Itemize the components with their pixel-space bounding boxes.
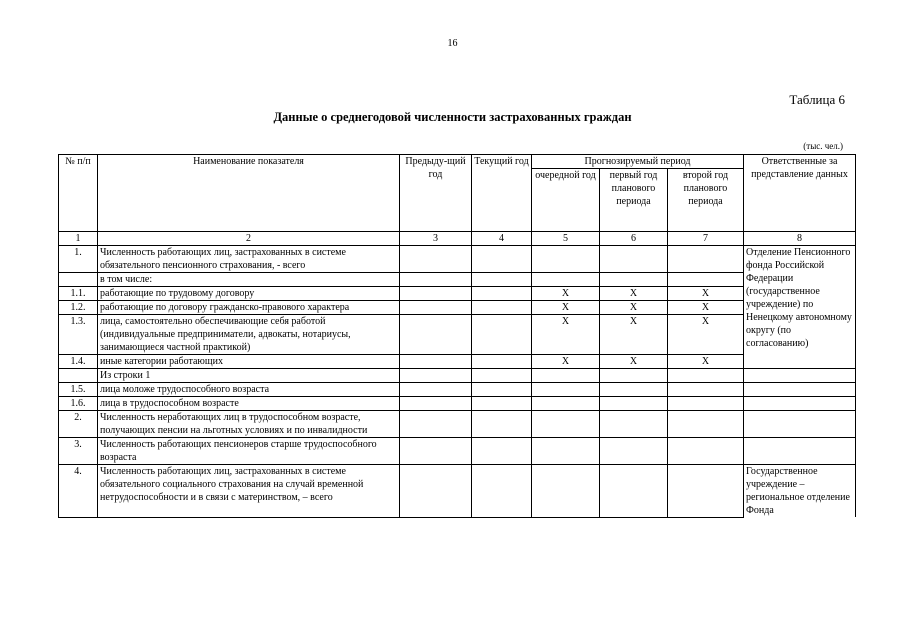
row-number: 1.2. [59,301,98,315]
value-cell [472,287,532,301]
value-cell [472,246,532,273]
row-number: 1.4. [59,355,98,369]
value-cell [472,383,532,397]
row-number: 1. [59,246,98,273]
value-cell [532,369,600,383]
row-indicator-name: Численность работающих лиц, застрахованных в системе обязательного пенсионного страхования, - всего [98,246,400,273]
responsible-organization: Отделение Пенсионного фонда Российской Федерации (государственное учреждение) по Ненецкому автономному округу (по согласованию) [744,246,856,369]
header-forecast-period: Прогнозируемый период [532,155,744,169]
header-previous-year: Предыду-щий год [400,155,472,232]
value-cell [400,287,472,301]
value-cell [400,465,472,518]
row-indicator-name: Численность неработающих лиц в трудоспособном возрасте, получающих пенсии на льготных условиях и по инвалидности [98,411,400,438]
value-cell [668,369,744,383]
table-row [59,383,856,397]
value-cell [668,411,744,438]
value-cell [472,315,532,355]
value-cell [668,397,744,411]
table-row [59,369,856,383]
table-row [59,315,856,355]
value-cell [600,438,668,465]
value-cell [400,301,472,315]
responsible-cell [744,369,856,383]
not-applicable-mark: Х [600,287,668,301]
column-number-6: 6 [600,232,668,246]
value-cell [600,465,668,518]
value-cell [472,438,532,465]
not-applicable-mark: Х [532,355,600,369]
row-indicator-name: иные категории работающих [98,355,400,369]
value-cell [472,397,532,411]
value-cell [600,397,668,411]
value-cell [532,273,600,287]
table-row [59,465,856,518]
value-cell [600,273,668,287]
not-applicable-mark: Х [668,287,744,301]
column-number-2: 2 [98,232,400,246]
column-number-4: 4 [472,232,532,246]
not-applicable-mark: Х [532,287,600,301]
value-cell [400,246,472,273]
value-cell [668,246,744,273]
row-number: 2. [59,411,98,438]
value-cell [532,246,600,273]
responsible-cell [744,383,856,397]
not-applicable-mark: Х [532,315,600,355]
row-indicator-name: Численность работающих пенсионеров старше трудоспособного возраста [98,438,400,465]
table-row [59,273,856,287]
row-indicator-name: работающие по договору гражданско-правового характера [98,301,400,315]
responsible-organization: Государственное учреждение – региональное отделение Фонда [744,465,856,518]
table-label: Таблица 6 [789,92,845,107]
value-cell [600,383,668,397]
value-cell [668,438,744,465]
row-indicator-name: Численность работающих лиц, застрахованных в системе обязательного социального страхования на случай временной нетрудоспособности и в связи с материнством, – всего [98,465,400,518]
value-cell [400,438,472,465]
row-number: 1.5. [59,383,98,397]
not-applicable-mark: Х [532,301,600,315]
responsible-cell [744,438,856,465]
value-cell [472,301,532,315]
row-indicator-name: лица моложе трудоспособного возраста [98,383,400,397]
column-number-1: 1 [59,232,98,246]
value-cell [400,397,472,411]
not-applicable-mark: Х [600,355,668,369]
value-cell [600,369,668,383]
value-cell [472,355,532,369]
table-row [59,301,856,315]
not-applicable-mark: Х [668,315,744,355]
responsible-cell [744,411,856,438]
value-cell [600,411,668,438]
row-number: 4. [59,465,98,518]
header-second-plan-year: второй год планового периода [668,169,744,232]
value-cell [668,273,744,287]
responsible-cell [744,397,856,411]
column-number-8: 8 [744,232,856,246]
not-applicable-mark: Х [668,301,744,315]
row-number: 1.3. [59,315,98,355]
header-next-year: очередной год [532,169,600,232]
not-applicable-mark: Х [600,315,668,355]
value-cell [668,383,744,397]
page-number: 16 [447,38,458,49]
table-row [59,287,856,301]
value-cell [532,438,600,465]
value-cell [472,411,532,438]
row-indicator-name: лица, самостоятельно обеспечивающие себя работой (индивидуальные предприниматели, адвокаты, нотариусы, занимающиеся частной практикой) [98,315,400,355]
value-cell [668,465,744,518]
table-row [59,438,856,465]
row-number [59,273,98,287]
table-row [59,411,856,438]
header-current-year: Текущий год [472,155,532,232]
row-number: 3. [59,438,98,465]
insured-persons-table [58,154,856,518]
value-cell [532,397,600,411]
not-applicable-mark: Х [668,355,744,369]
value-cell [472,465,532,518]
row-number: 1.1. [59,287,98,301]
row-indicator-name: в том числе: [98,273,400,287]
value-cell [400,383,472,397]
column-number-3: 3 [400,232,472,246]
column-number-row [59,232,856,246]
table-row [59,355,856,369]
value-cell [532,383,600,397]
value-cell [532,465,600,518]
value-cell [532,411,600,438]
header-indicator-name: Наименование показателя [98,155,400,232]
row-number: 1.6. [59,397,98,411]
row-indicator-name: Из строки 1 [98,369,400,383]
column-number-7: 7 [668,232,744,246]
value-cell [472,273,532,287]
header-first-plan-year: первый год планового периода [600,169,668,232]
header-responsible: Ответственные за представление данных [744,155,856,232]
value-cell [600,246,668,273]
row-indicator-name: лица в трудоспособном возрасте [98,397,400,411]
value-cell [400,315,472,355]
value-cell [400,273,472,287]
header-num: № п/п [59,155,98,232]
units-note: (тыс. чел.) [803,141,843,151]
table-row [59,397,856,411]
row-indicator-name: работающие по трудовому договору [98,287,400,301]
not-applicable-mark: Х [600,301,668,315]
table-row [59,246,856,273]
column-number-5: 5 [532,232,600,246]
row-number [59,369,98,383]
value-cell [472,369,532,383]
value-cell [400,355,472,369]
value-cell [400,369,472,383]
value-cell [400,411,472,438]
document-title: Данные о среднегодовой численности застрахованных граждан [273,110,632,124]
